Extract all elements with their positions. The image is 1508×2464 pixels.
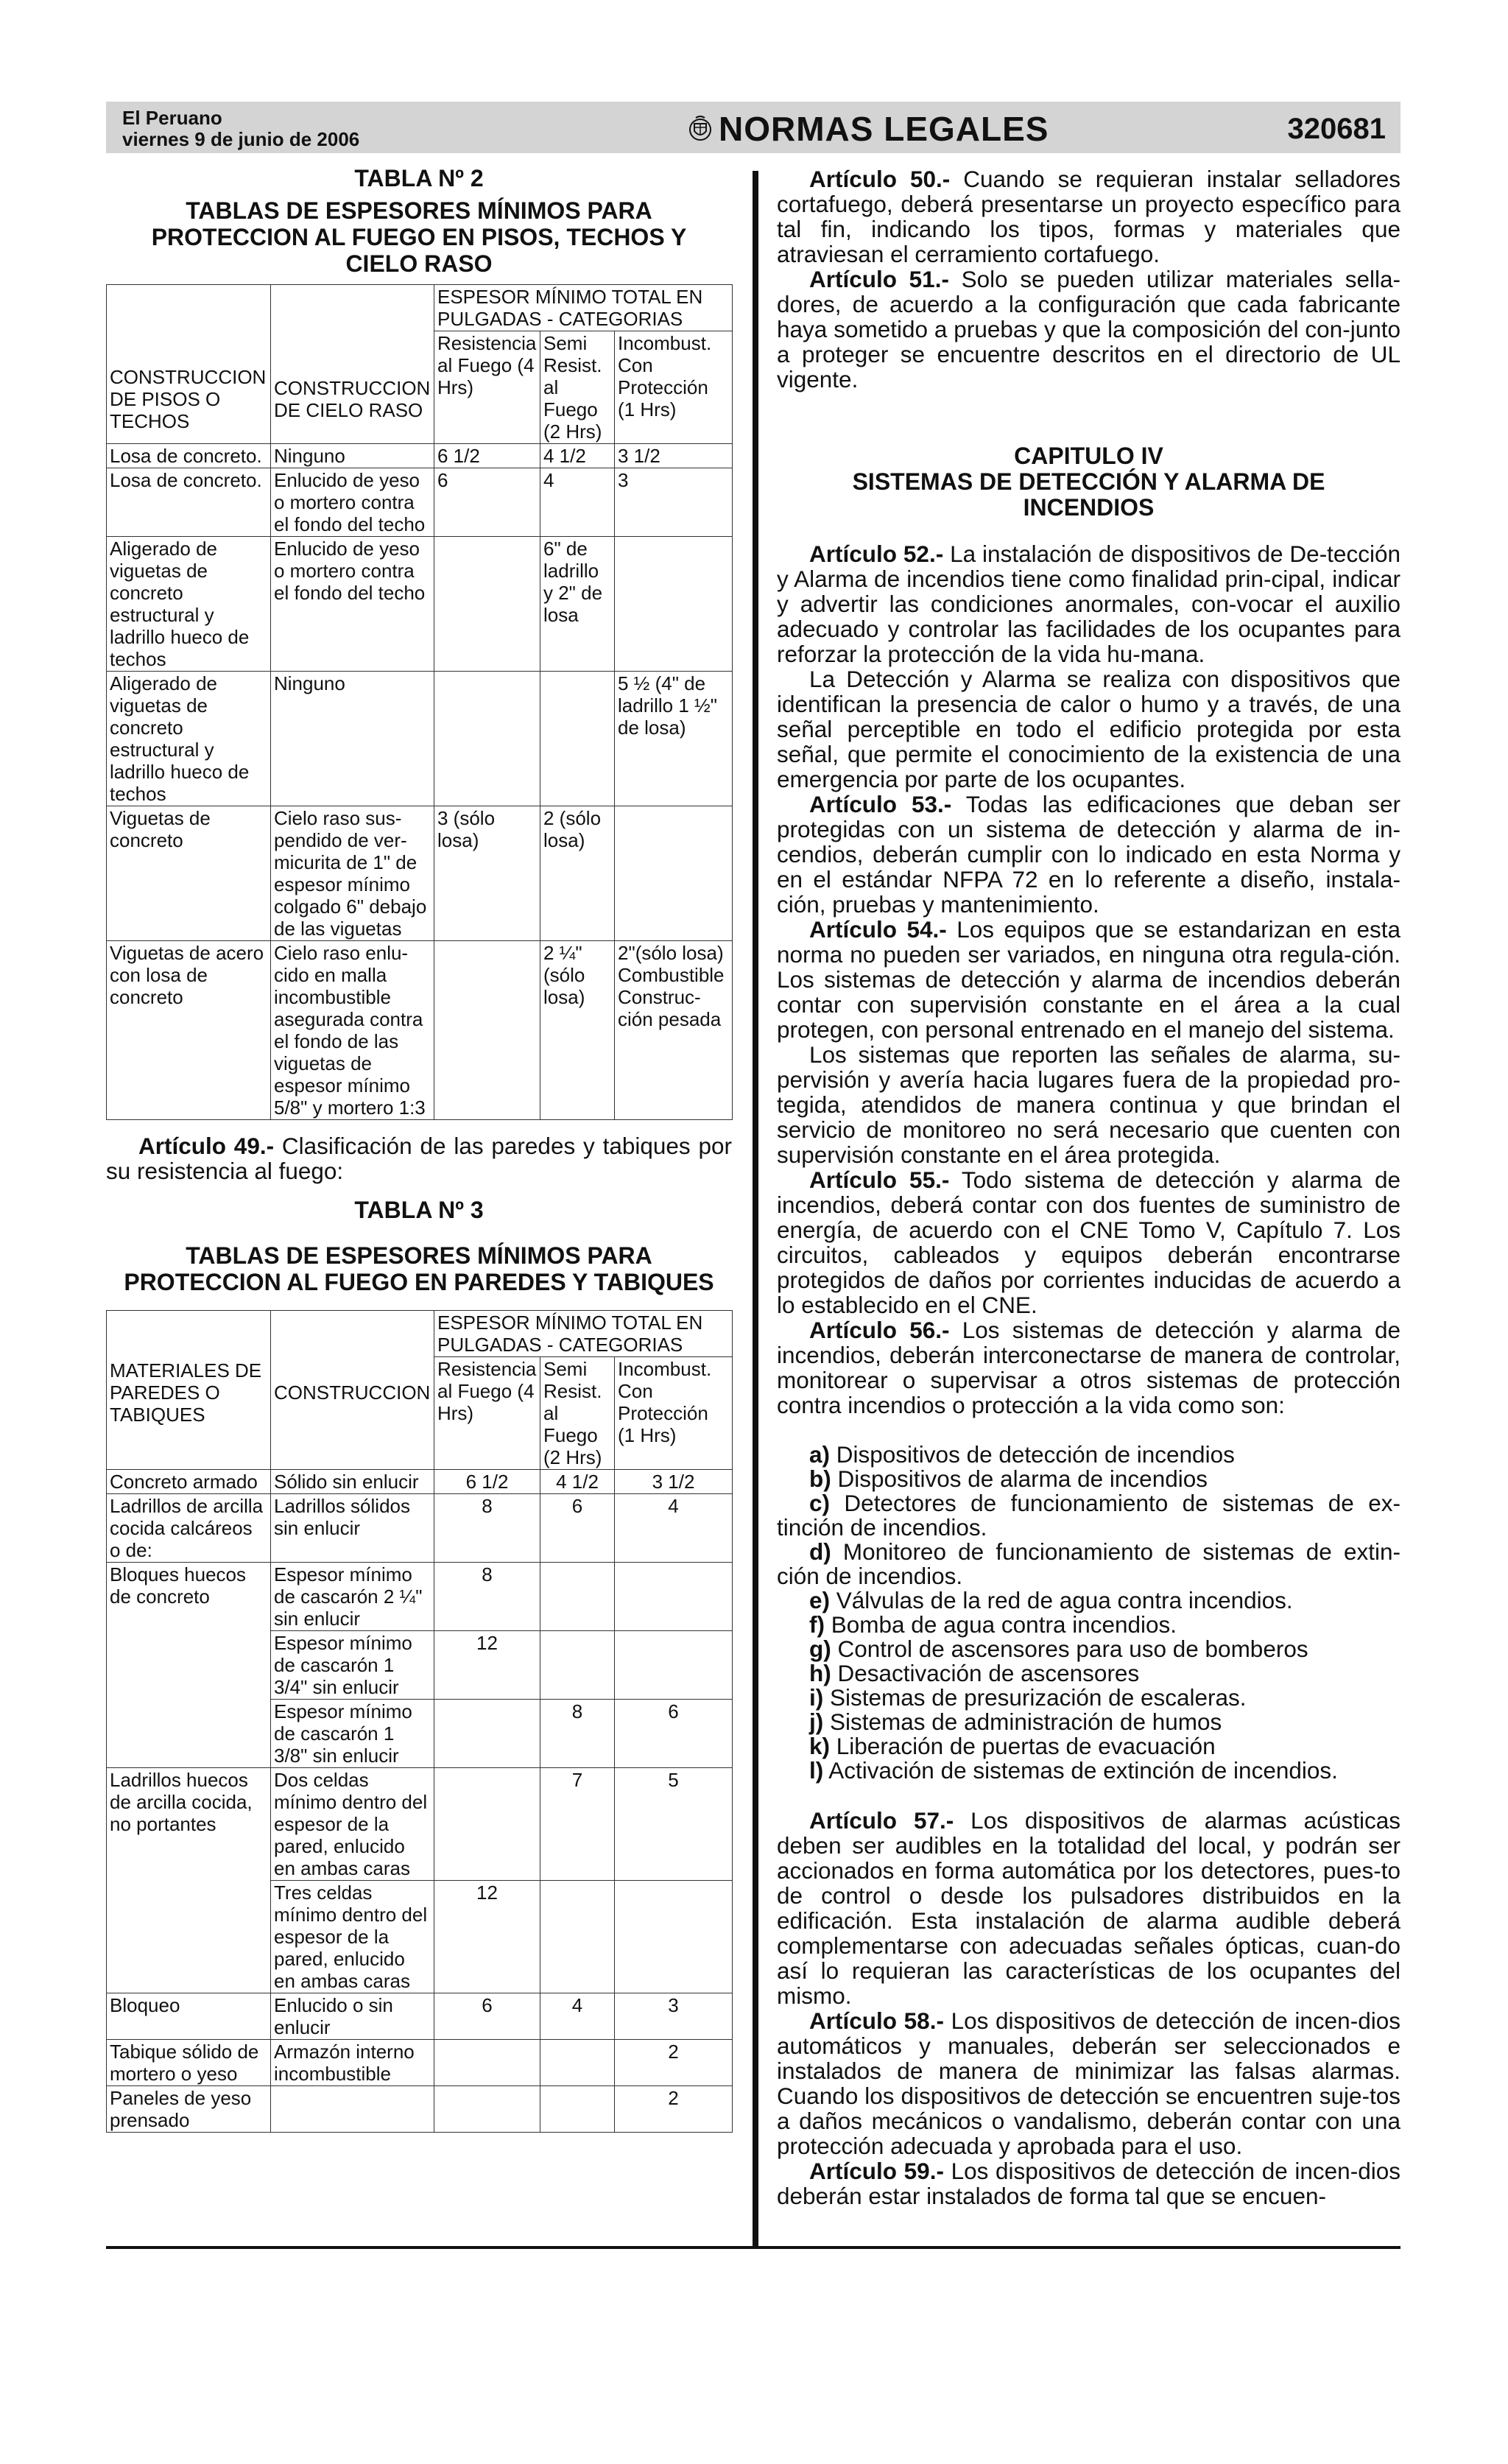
article-54-paragraph-2: Los sistemas que reporten las señales de alarma, su-pervisión y avería hacia lugares fuera de la propiedad pro-tegida, atendidos de manera continua y que brindan el servicio de monitoreo no será necesario que cuenten con supervisión constante en el área protegida. [777,1041,1400,1168]
list-item-text: Monitoreo de funcionamiento de sistemas de extin-ción de incendios. [777,1538,1400,1589]
article-58-text: Los dispositivos de detección de incen-dios automáticos y manuales, deberán ser seleccionados e instalados de manera de minimizar las falsas alarmas. Cuando los dispositivos de detección se encuentren suje-tos a daños mecánicos o vandalismo, deberán contar con una protección adecuada y aprobada para el uso. [777,2007,1400,2159]
list-item-key: j) [809,1708,824,1735]
table3-col1-header: MATERIALES DE PAREDES O TABIQUES [107,1311,271,1470]
table-cell: 7 [540,1768,615,1881]
systems-list [777,1443,1400,1783]
article-54-text: Los equipos que se estandarizan en esta norma no pueden ser variados, en ninguna otra regula-ción. Los sistemas de detección y alarma de incendios deberán contar con supervisión constante en el área a la cual protegen, con personal entrenado en el manejo del sistema. [777,916,1400,1043]
table-cell: Ladrillos huecos de arcilla cocida, no portantes [107,1768,271,1993]
list-item [777,1443,1400,1467]
article-55-text: Todo sistema de detección y alarma de incendios, deberá contar con dos fuentes de suministro de energía, de acuerdo con el CNE Tomo V, Capítulo 7. Los circuitos, cableados y equipos deberán encontrarse protegidos de daños por corrientes inducidas de acuerdo a lo establecido en el CNE. [777,1166,1400,1318]
table-cell: 2 (sólo losa) [540,806,615,941]
table-cell [540,1563,615,1631]
table-cell: Bloques huecos de concreto [107,1563,271,1768]
table-cell: Armazón interno incombustible [271,2040,434,2086]
list-item-key: d) [809,1538,831,1565]
table-cell [434,2040,540,2086]
list-item-key: h) [809,1660,831,1686]
table-cell: 2"(sólo losa) Combustible Construc-ción pesada [615,941,733,1120]
table-cell: Sólido sin enlucir [271,1470,434,1494]
table-cell: Ladrillos de arcilla cocida calcáreos o de: [107,1494,271,1563]
table-cell [615,1631,733,1700]
list-item-text: Sistemas de administración de humos [823,1708,1222,1735]
list-item-key: e) [809,1587,831,1613]
table-row [107,537,733,672]
table-cell [540,2086,615,2133]
table-cell: 6 [615,1700,733,1768]
table-cell: 8 [434,1494,540,1563]
list-item [777,1710,1400,1734]
table-cell [434,1768,540,1881]
table-cell: Aligerado de viguetas de concreto estructural y ladrillo hueco de techos [107,672,271,806]
table-cell [271,2086,434,2133]
table-cell [540,1631,615,1700]
article-57-label: Artículo 57.- [809,1807,954,1834]
article-59 [777,2158,1400,2208]
table-cell: 4 [540,1993,615,2040]
table3-header-row [107,1311,733,1357]
list-item [777,1540,1400,1588]
list-item-text: Bomba de agua contra incendios. [824,1611,1177,1638]
table-row [107,672,733,806]
article-53-label: Artículo 53.- [809,791,952,817]
page-header [106,102,1400,153]
article-57 [777,1808,1400,2008]
section-name: NORMAS LEGALES [719,110,1049,148]
table-cell: 6 [540,1494,615,1563]
list-item-key: l) [809,1757,824,1784]
list-item-text: Válvulas de la red de agua contra incendios. [830,1587,1293,1613]
table3 [106,1310,733,2133]
publication-name: El Peruano [122,107,222,129]
table-cell: 3 (sólo losa) [434,806,540,941]
table-cell: Cielo raso sus-pendido de ver-micurita de 1" de espesor mínimo colgado 6" debajo de las viguetas [271,806,434,941]
table-cell: Enlucido o sin enlucir [271,1993,434,2040]
table-cell: 12 [434,1881,540,1993]
page-number: 320681 [1287,113,1386,145]
table2-col3-header: Resistencia al Fuego (4 Hrs) [434,331,540,444]
table2-col1-header: CONSTRUCCION DE PISOS O TECHOS [107,285,271,444]
article-49 [106,1133,732,1183]
table-cell [615,1881,733,1993]
column-divider [753,171,758,2246]
table-cell [434,1700,540,1768]
table-cell [615,806,733,941]
table2-group-header: ESPESOR MÍNIMO TOTAL EN PULGADAS - CATEGORIAS [434,285,733,331]
table2-label: TABLA Nº 2 [354,165,484,191]
table-cell: 12 [434,1631,540,1700]
table-cell: 2 [615,2040,733,2086]
table-row [107,444,733,468]
list-item-text: Desactivación de ascensores [831,1660,1140,1686]
table2-col2-header: CONSTRUCCION DE CIELO RASO [271,285,434,444]
list-item [777,1637,1400,1661]
table-row [107,2040,733,2086]
article-58-label: Artículo 58.- [809,2007,944,2034]
table-cell: Ladrillos sólidos sin enlucir [271,1494,434,1563]
chapter-number: CAPITULO IV [1014,443,1163,469]
table2-header-row [107,285,733,331]
table-cell: 2 [615,2086,733,2133]
table-cell [434,672,540,806]
table-cell: 2 ¼" (sólo losa) [540,941,615,1120]
table3-title: TABLAS DE ESPESORES MÍNIMOS PARA PROTECCION AL FUEGO EN PAREDES Y TABIQUES [124,1242,714,1295]
table2-title: TABLAS DE ESPESORES MÍNIMOS PARA PROTECCION AL FUEGO EN PISOS, TECHOS Y CIELO RASO [151,197,687,277]
table-row [107,2086,733,2133]
table-cell: 6" de ladrillo y 2" de losa [540,537,615,672]
article-55-label: Artículo 55.- [809,1166,950,1193]
list-item [777,1759,1400,1783]
article-49-label: Artículo 49.- [138,1133,275,1159]
table-cell: 6 1/2 [434,1470,540,1494]
table-cell [615,537,733,672]
article-51-label: Artículo 51.- [809,266,949,292]
table-cell: 3 1/2 [615,1470,733,1494]
table-cell: Viguetas de acero con losa de concreto [107,941,271,1120]
article-52-label: Artículo 52.- [809,541,944,567]
list-item-key: i) [809,1684,824,1711]
article-50-text: Cuando se requieran instalar selladores cortafuego, deberá presentarse un proyecto específico para tal fin, indicando los tipos, formas y materiales que atraviesan el cerramiento cortafuego. [777,166,1400,267]
article-57-text: Los dispositivos de alarmas acústicas deben ser audibles en la totalidad del local, y podrán ser accionados en forma automática por los detectores, pues-to de control o desde los pulsadores distribuidos en la edificación. Esta instalación de alarma audible deberá complementarse con adecuadas señales ópticas, cuan-do así lo requieran las características de los ocupantes del mismo. [777,1807,1400,2009]
table-cell [434,941,540,1120]
table-cell: Espesor mínimo de cascarón 1 3/4" sin enlucir [271,1631,434,1700]
article-53 [777,792,1400,917]
table-cell: Espesor mínimo de cascarón 2 ¼" sin enlucir [271,1563,434,1631]
article-54 [777,917,1400,1042]
list-item [777,1734,1400,1759]
table-cell: Losa de concreto. [107,444,271,468]
table-cell: 6 1/2 [434,444,540,468]
list-item-key: a) [809,1441,831,1468]
list-item-text: Control de ascensores para uso de bomberos [831,1636,1308,1662]
article-51-text: Solo se pueden utilizar materiales sella-dores, de acuerdo a la configuración que cada fabricante haya sometido a pruebas y que la composición del con-junto a proteger se encuentre descritos en el directorio de UL vigente. [777,266,1400,393]
list-item [777,1467,1400,1491]
article-55 [777,1167,1400,1317]
article-59-label: Artículo 59.- [809,2158,944,2184]
list-item-text: Sistemas de presurización de escaleras. [823,1684,1247,1711]
article-54-label: Artículo 54.- [809,916,947,943]
list-item-key: c) [809,1490,831,1516]
table-cell: 4 1/2 [540,1470,615,1494]
list-item-key: k) [809,1733,831,1759]
table-cell: 3 1/2 [615,444,733,468]
table-cell: 8 [540,1700,615,1768]
left-column [106,165,732,2133]
table3-group-header: ESPESOR MÍNIMO TOTAL EN PULGADAS - CATEGORIAS [434,1311,733,1357]
list-item-key: f) [809,1611,825,1638]
table-row [107,1563,733,1631]
table-cell: 6 [434,468,540,537]
table-cell: 4 [540,468,615,537]
article-59-text: Los dispositivos de detección de incen-dios deberán estar instalados de forma tal que se encuen- [777,2158,1400,2209]
article-53-text: Todas las edificaciones que deban ser protegidas con un sistema de detección y alarma de in-cendios, deberán cumplir con lo indicado en esta Norma y en el estándar NFPA 72 en lo referente a diseño, instala-ción, pruebas y mantenimiento. [777,791,1400,918]
list-item-text: Detectores de funcionamiento de sistemas de ex-tinción de incendios. [777,1490,1400,1541]
list-item [777,1661,1400,1686]
table-row [107,1470,733,1494]
table-cell: 8 [434,1563,540,1631]
table-cell [540,672,615,806]
list-item-text: Liberación de puertas de evacuación [830,1733,1216,1759]
table3-col4-header: Semi Resist. al Fuego (2 Hrs) [540,1357,615,1470]
table-cell: 4 [615,1494,733,1563]
article-56-text: Los sistemas de detección y alarma de incendios, deberán interconectarse de manera de controlar, monitorear o supervisar a otros sistemas de protección contra incendios o protección a la vida como son: [777,1317,1400,1418]
article-56-label: Artículo 56.- [809,1317,950,1343]
table-cell: 5 ½ (4" de ladrillo 1 ½" de losa) [615,672,733,806]
table-cell [434,537,540,672]
article-52-text: La instalación de dispositivos de De-tección y Alarma de incendios tiene como finalidad prin-cipal, indicar y advertir las condiciones anormales, con-vocar el auxilio adecuado y controlar las facilidades de los ocupantes para reforzar la protección de la vida hu-mana. [777,541,1400,667]
table-cell [434,2086,540,2133]
list-item [777,1491,1400,1540]
table-row [107,1768,733,1881]
table-cell: Paneles de yeso prensado [107,2086,271,2133]
list-item-text: Dispositivos de alarma de incendios [831,1465,1208,1492]
table-cell: Losa de concreto. [107,468,271,537]
table-row [107,1494,733,1563]
section-title [688,110,1049,147]
table-cell: Bloqueo [107,1993,271,2040]
table3-col3-header: Resistencia al Fuego (4 Hrs) [434,1357,540,1470]
article-52-paragraph-2: La Detección y Alarma se realiza con dispositivos que identifican la presencia de calor o humo y a través, de una señal perceptible en todo el edificio protegida por esta señal, que permite el conocimiento de la existencia de una emergencia por parte de los ocupantes. [777,666,1400,792]
table-row [107,468,733,537]
table-cell: Dos celdas mínimo dentro del espesor de la pared, enlucido en ambas caras [271,1768,434,1881]
publication-date: viernes 9 de junio de 2006 [122,128,360,150]
table-cell [540,1881,615,1993]
table-cell: Ninguno [271,672,434,806]
table-cell: Ninguno [271,444,434,468]
article-58 [777,2008,1400,2158]
list-item [777,1613,1400,1637]
table-cell: Tabique sólido de mortero o yeso [107,2040,271,2086]
table3-col5-header: Incombust. Con Protección (1 Hrs) [615,1357,733,1470]
table-cell: 4 1/2 [540,444,615,468]
list-item-key: b) [809,1465,831,1492]
table-cell [540,2040,615,2086]
table-row [107,806,733,941]
article-49-text: Clasificación de las paredes y tabiques por su resistencia al fuego: [106,1133,732,1184]
table-cell: Concreto armado [107,1470,271,1494]
table-cell: Espesor mínimo de cascarón 1 3/8" sin enlucir [271,1700,434,1768]
table-cell: Enlucido de yeso o mortero contra el fondo del techo [271,537,434,672]
table-cell: Tres celdas mínimo dentro del espesor de la pared, enlucido en ambas caras [271,1881,434,1993]
table3-col2-header: CONSTRUCCION [271,1311,434,1470]
table-cell: Viguetas de concreto [107,806,271,941]
bottom-rule [106,2246,1400,2249]
list-item [777,1686,1400,1710]
article-50 [777,166,1400,267]
table-cell: 3 [615,468,733,537]
table-cell: Cielo raso enlu-cido en malla incombustible asegurada contra el fondo de las viguetas de espesor mínimo 5/8" y mortero 1:3 [271,941,434,1120]
table-row [107,1993,733,2040]
article-56 [777,1317,1400,1418]
table2-col4-header: Semi Resist. al Fuego (2 Hrs) [540,331,615,444]
right-column [777,166,1400,2208]
list-item [777,1588,1400,1613]
list-item-text: Activación de sistemas de extinción de incendios. [823,1757,1338,1784]
table-cell: Aligerado de viguetas de concreto estructural y ladrillo hueco de techos [107,537,271,672]
table2-col5-header: Incombust. Con Protección (1 Hrs) [615,331,733,444]
list-item-text: Dispositivos de detección de incendios [830,1441,1235,1468]
article-52 [777,541,1400,666]
list-item-key: g) [809,1636,831,1662]
table-cell: 3 [615,1993,733,2040]
coat-of-arms-icon [688,115,713,143]
table-cell: 6 [434,1993,540,2040]
header-left [122,108,359,150]
chapter-title: SISTEMAS DE DETECCIÓN Y ALARMA DE INCENDIOS [852,468,1325,521]
table-cell: Enlucido de yeso o mortero contra el fondo del techo [271,468,434,537]
table2 [106,284,733,1120]
article-51 [777,267,1400,392]
table3-label: TABLA Nº 3 [354,1197,484,1223]
table-cell: 5 [615,1768,733,1881]
article-50-label: Artículo 50.- [809,166,951,192]
table-cell [615,1563,733,1631]
table-row [107,941,733,1120]
